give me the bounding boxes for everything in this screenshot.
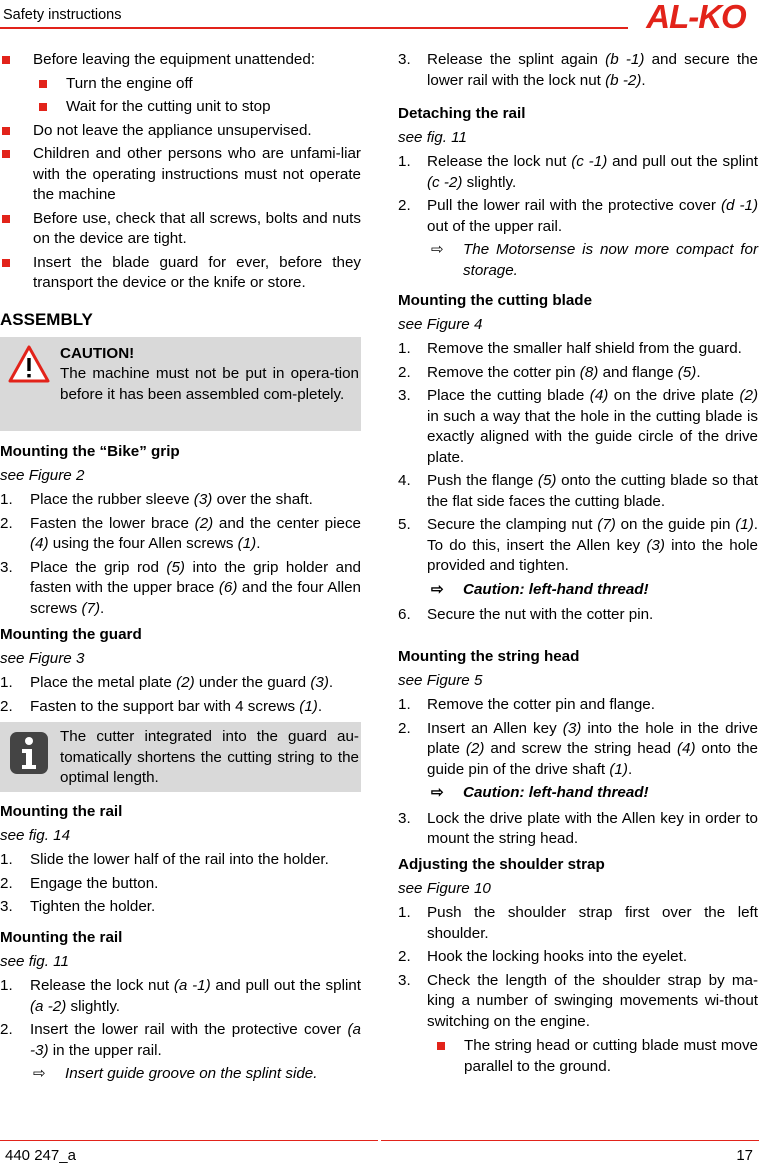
alko-logo <box>634 1 759 31</box>
section-detach-rail <box>398 104 758 281</box>
section-string-head <box>398 647 758 850</box>
section-guard <box>0 625 361 717</box>
list-item: Do not leave the appliance unsupervised. <box>0 121 361 142</box>
list-item: 1. Push the shoulder strap first over the left shoulder. <box>398 904 758 942</box>
list-item: Turn the engine off <box>0 74 361 95</box>
section-title: Mounting the guard <box>0 626 142 643</box>
list-item: 2. Fasten to the support bar with 4 screws (1). <box>0 697 323 715</box>
result-note: ⇨ Caution: left-hand thread! <box>398 580 758 601</box>
header-rule <box>0 27 628 29</box>
figure-ref: see fig. 14 <box>0 826 71 844</box>
footer-rule-right <box>381 1140 759 1141</box>
list-item: 2. Insert the lower rail with the protective cover (a -3) in the upper rail. <box>0 1021 361 1059</box>
figure-ref: see Figure 4 <box>398 315 483 333</box>
caution-title: CAUTION! <box>60 345 135 362</box>
section-rail-continued <box>398 50 758 91</box>
section-cutting-blade <box>398 291 758 626</box>
list-item: 3. Check the length of the shoulder strap by ma-king a number of swinging movements wi-thout switching on the engine. <box>398 971 758 1030</box>
section-title: Mounting the “Bike” grip <box>0 443 180 460</box>
list-item: Children and other persons who are unfami-liar with the operating instructions must not operate the machine <box>0 144 361 206</box>
list-item: Insert the blade guard for ever, before they transport the device or the knife or store. <box>0 253 361 294</box>
list-item: 1. Remove the cotter pin and flange. <box>398 696 655 713</box>
info-box <box>0 722 361 792</box>
list-item: 2. Hook the locking hooks into the eyelet. <box>398 948 688 965</box>
info-icon <box>9 731 49 775</box>
section-shoulder-strap <box>398 855 758 1077</box>
arrow-icon: ⇨ <box>431 241 444 258</box>
list-item: Before leaving the equipment unattended: <box>0 50 361 71</box>
result-note: ⇨ Insert guide groove on the splint side. <box>0 1064 361 1085</box>
list-item: The string head or cutting blade must move parallel to the ground. <box>398 1036 758 1077</box>
list-item: 3. Release the splint again (b -1) and secure the lower rail with the lock nut (b -2). <box>398 51 758 89</box>
footer-rule-left <box>0 1140 378 1141</box>
list-item: 1. Place the metal plate (2) under the guard (3). <box>0 674 334 691</box>
figure-ref: see fig. 11 <box>0 952 69 970</box>
list-item: Wait for the cutting unit to stop <box>0 97 361 118</box>
list-item: 3. Place the grip rod (5) into the grip holder and fasten with the upper brace (6) and the four Allen screws (7). <box>0 558 361 617</box>
section-rail-11 <box>0 928 361 1085</box>
list-item: 2. Engage the button. <box>0 874 159 892</box>
list-item: 5. Secure the clamping nut (7) on the guide pin (1). To do this, insert the Allen key (3) into the hole provided and tighten. <box>398 516 758 574</box>
figure-ref: see Figure 3 <box>0 649 85 667</box>
figure-ref: see fig. 11 <box>398 128 467 146</box>
section-rail-14 <box>0 802 361 918</box>
logo-text: AL-KO <box>646 1 746 31</box>
section-title: Detaching the rail <box>398 105 526 122</box>
safety-bullets <box>0 50 361 294</box>
caution-text: The machine must not be put in opera-tion before it has been assembled com-pletely. <box>60 365 359 403</box>
list-item: 3. Place the cutting blade (4) on the drive plate (2) in such a way that the hole in the cutting blade is exactly aligned with the guide circle of the drive plate. <box>398 387 758 466</box>
arrow-icon: ⇨ <box>431 784 444 801</box>
result-note: ⇨ The Motorsense is now more compact for storage. <box>431 241 758 279</box>
list-item: 1. Release the lock nut (c -1) and pull out the splint (c -2) slightly. <box>398 153 758 191</box>
figure-ref: see Figure 2 <box>0 466 85 484</box>
list-item: 2. Remove the cotter pin (8) and flange (5). <box>398 363 701 381</box>
section-bike-grip <box>0 442 361 619</box>
list-item: Before use, check that all screws, bolts and nuts on the device are tight. <box>0 209 361 250</box>
info-text: The cutter integrated into the guard au-tomatically shortens the cutting string to the optimal length. <box>60 728 359 786</box>
arrow-icon: ⇨ <box>33 1065 46 1082</box>
figure-ref: see Figure 5 <box>398 671 483 689</box>
result-note: ⇨ Caution: left-hand thread! <box>398 783 758 804</box>
section-title: Adjusting the shoulder strap <box>398 856 605 873</box>
list-item: 6. Secure the nut with the cotter pin. <box>398 606 654 623</box>
list-item: 2. Pull the lower rail with the protective cover (d -1) out of the upper rail. <box>398 197 759 235</box>
assembly-heading: ASSEMBLY <box>0 310 93 329</box>
warning-icon <box>8 345 50 383</box>
list-item: 3. Tighten the holder. <box>0 898 156 915</box>
footer-doc-number: 440 247_a <box>5 1147 76 1164</box>
list-item: 3. Lock the drive plate with the Allen key in order to mount the string head. <box>398 809 758 847</box>
section-title: Mounting the rail <box>0 929 123 946</box>
list-item: 1. Remove the smaller half shield from the guard. <box>398 340 742 357</box>
section-title: Mounting the rail <box>0 803 123 820</box>
list-item: 2. Insert an Allen key (3) into the hole in the drive plate (2) and screw the string head (4) onto the guide pin of the drive shaft (1). <box>398 719 759 778</box>
list-item: 1. Slide the lower half of the rail into the holder. <box>0 851 329 868</box>
list-item: 1. Place the rubber sleeve (3) over the shaft. <box>0 491 313 508</box>
list-item: 1. Release the lock nut (a -1) and pull out the splint (a -2) slightly. <box>0 977 361 1015</box>
figure-ref: see Figure 10 <box>398 879 491 897</box>
footer-page-number: 17 <box>736 1147 753 1164</box>
list-item: 2. Fasten the lower brace (2) and the center piece (4) using the four Allen screws (1). <box>0 514 361 552</box>
caution-box <box>0 337 361 431</box>
section-title: Mounting the cutting blade <box>398 292 593 309</box>
list-item: 4. Push the flange (5) onto the cutting blade so that the flat side faces the cutting blade. <box>398 472 758 510</box>
header-title: Safety instructions <box>3 7 122 23</box>
section-title: Mounting the string head <box>398 648 580 665</box>
arrow-icon: ⇨ <box>431 580 444 598</box>
